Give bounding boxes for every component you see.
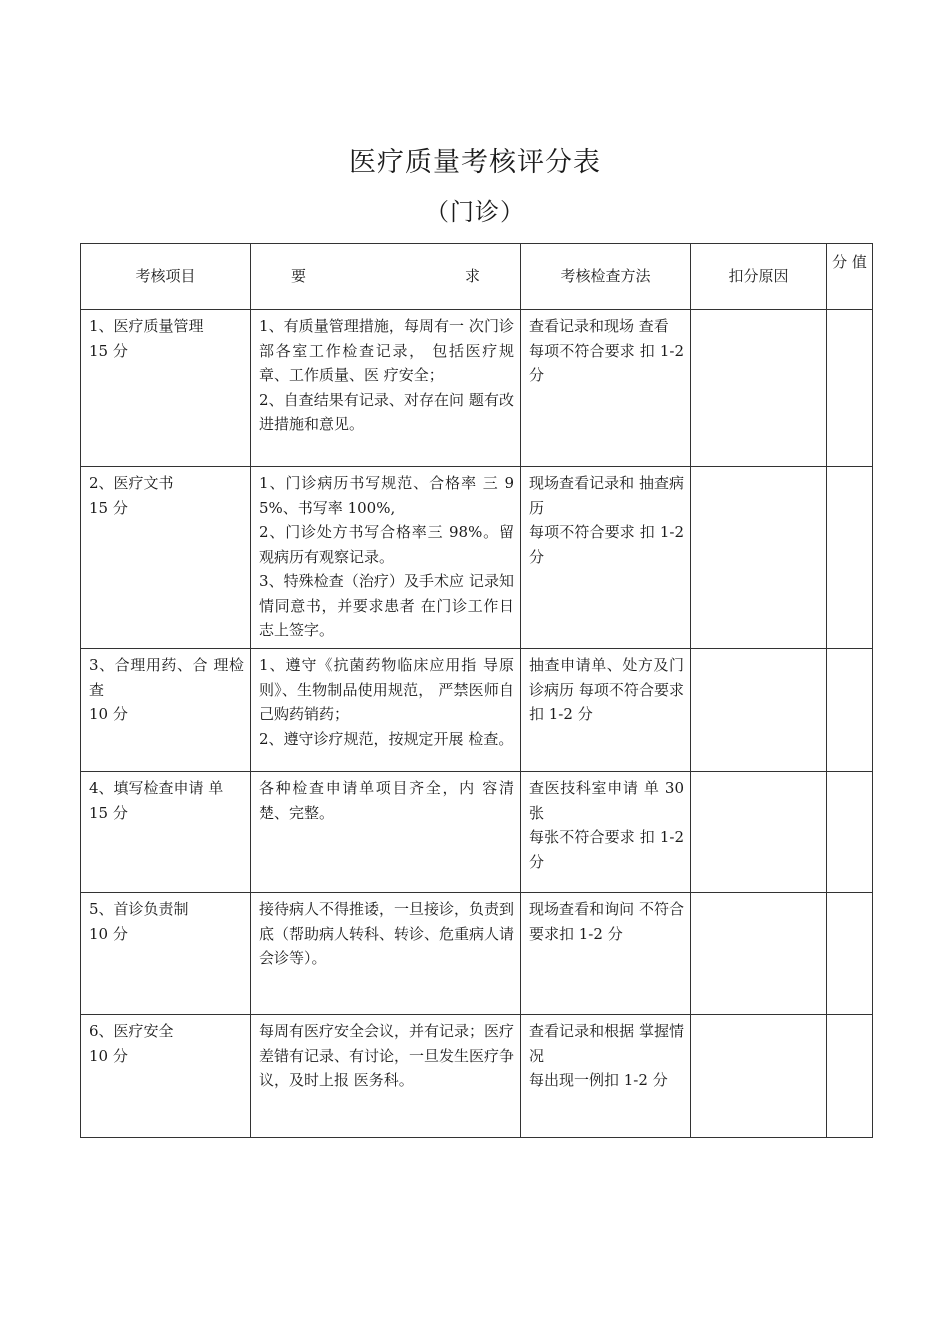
- table-row: [81, 310, 873, 467]
- row-method: 查看记录和根据 掌握情况 每出现一例扣 1-2 分: [521, 1015, 691, 1138]
- row-reason: [691, 649, 827, 772]
- row-requirement: 各种检查申请单项目齐全，内 容清楚、完整。: [251, 772, 521, 893]
- table-header-row: [81, 244, 873, 310]
- header-item: 考核项目: [81, 244, 251, 310]
- row-item: 5、首诊负责制 10 分: [81, 893, 251, 1015]
- table-row: [81, 893, 873, 1015]
- row-reason: [691, 310, 827, 467]
- row-score: [827, 310, 873, 467]
- row-reason: [691, 893, 827, 1015]
- row-method: 现场查看记录和 抽查病历 每项不符合要求 扣 1-2 分: [521, 467, 691, 649]
- row-score: [827, 893, 873, 1015]
- row-reason: [691, 467, 827, 649]
- header-score: 分 值: [827, 244, 873, 310]
- row-requirement: 每周有医疗安全会议，并有记录；医疗差错有记录、有讨论，一旦发生医疗争议，及时上报 医务科。: [251, 1015, 521, 1138]
- header-reason: 扣分原因: [691, 244, 827, 310]
- row-requirement: 1、遵守《抗菌药物临床应用指 导原则》、生物制品使用规范， 严禁医师自己购药销药； 2、遵守诊疗规范，按规定开展 检查。: [251, 649, 521, 772]
- document-subtitle: （门诊）: [425, 198, 525, 226]
- row-method: 查医技科室申请 单 30 张 每张不符合要求 扣 1-2 分: [521, 772, 691, 893]
- row-item: 4、填写检查申请 单 15 分: [81, 772, 251, 893]
- header-requirement: 要 求: [251, 244, 521, 310]
- row-score: [827, 649, 873, 772]
- row-score: [827, 467, 873, 649]
- table-row: [81, 1015, 873, 1138]
- row-score: [827, 1015, 873, 1138]
- row-method: 查看记录和现场 查看 每项不符合要求 扣 1-2 分: [521, 310, 691, 467]
- row-reason: [691, 772, 827, 893]
- row-item: 2、医疗文书 15 分: [81, 467, 251, 649]
- row-method: 现场查看和询问 不符合要求扣 1-2 分: [521, 893, 691, 1015]
- header-method: 考核检查方法: [521, 244, 691, 310]
- row-reason: [691, 1015, 827, 1138]
- table-row: [81, 649, 873, 772]
- row-item: 3、合理用药、合 理检查 10 分: [81, 649, 251, 772]
- row-item: 1、医疗质量管理 15 分: [81, 310, 251, 467]
- row-item: 6、医疗安全 10 分: [81, 1015, 251, 1138]
- row-requirement: 接待病人不得推诿，一旦接诊，负责到底（帮助病人转科、转诊、危重病人请会诊等）。: [251, 893, 521, 1015]
- row-score: [827, 772, 873, 893]
- row-requirement: 1、有质量管理措施，每周有一 次门诊部各室工作检查记录， 包括医疗规章、工作质量、医 疗安全； 2、自查结果有记录、对存在问 题有改进措施和意见。: [251, 310, 521, 467]
- document-title: 医疗质量考核评分表: [349, 147, 601, 178]
- row-method: 抽查申请单、处方及门诊病历 每项不符合要求 扣 1-2 分: [521, 649, 691, 772]
- score-table: [80, 243, 873, 1138]
- table-row: [81, 772, 873, 893]
- table-row: [81, 467, 873, 649]
- row-requirement: 1、门诊病历书写规范、合格率 三 95%、书写率 100%, 2、门诊处方书写合格率三 98%。留观病历有观察记录。 3、特殊检查（治疗）及手术应 记录知情同意书，并要求患者 在门诊工作日志上签字。: [251, 467, 521, 649]
